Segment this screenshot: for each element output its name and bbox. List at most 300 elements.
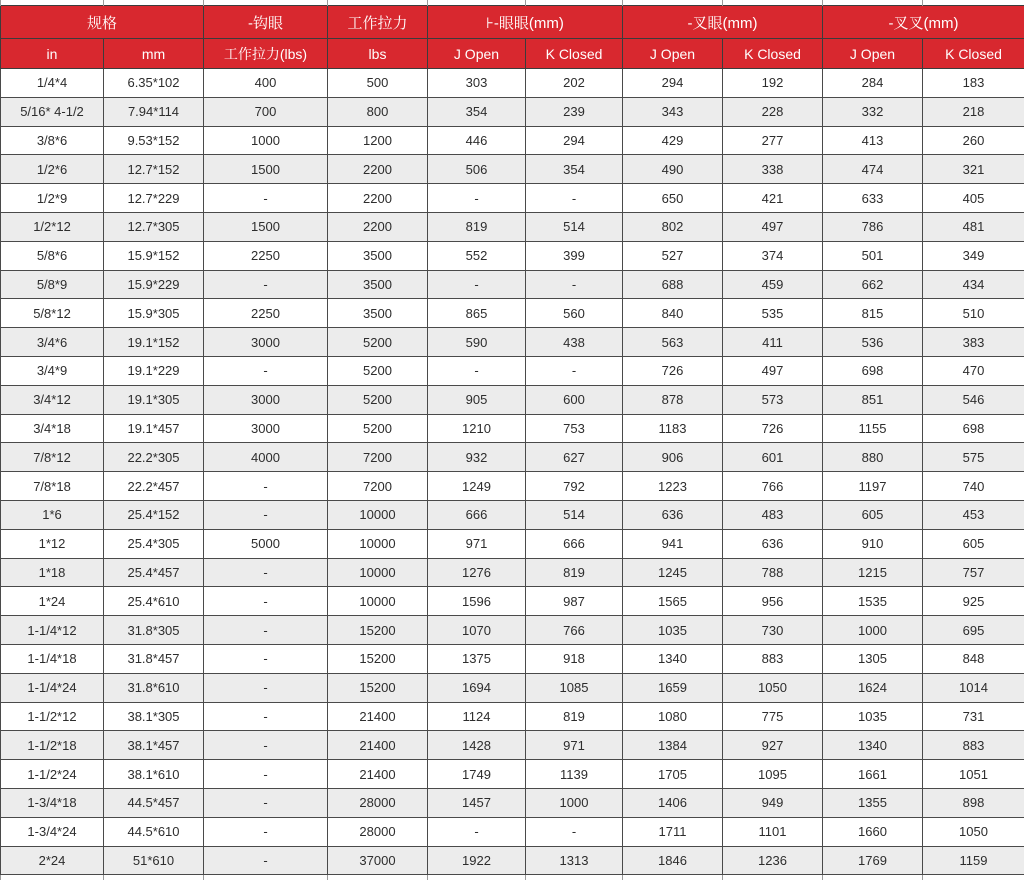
table-cell: 239 — [526, 97, 623, 126]
table-cell: 636 — [623, 500, 723, 529]
table-cell: 1000 — [204, 126, 328, 155]
table-cell: 802 — [623, 212, 723, 241]
table-cell: 627 — [526, 443, 623, 472]
header-sub-row — [1, 39, 1024, 69]
table-cell: 766 — [526, 616, 623, 645]
table-cell: 1014 — [923, 673, 1024, 702]
subheader-j-open-2: J Open — [623, 39, 723, 69]
table-cell: 880 — [823, 443, 923, 472]
table-cell: 1*24 — [1, 587, 104, 616]
table-row — [1, 731, 1024, 760]
table-cell: 6.35*102 — [104, 69, 204, 98]
table-cell: 7200 — [328, 443, 428, 472]
table-row — [1, 97, 1024, 126]
table-cell: 1596 — [428, 587, 526, 616]
table-cell: 700 — [204, 97, 328, 126]
table-cell: 1276 — [428, 558, 526, 587]
table-cell: - — [526, 817, 623, 846]
table-cell: 1624 — [823, 673, 923, 702]
table-cell: 21400 — [328, 760, 428, 789]
table-cell: 31.8*457 — [104, 644, 204, 673]
table-cell: 605 — [923, 529, 1024, 558]
table-cell: 2200 — [328, 155, 428, 184]
table-cell: 497 — [723, 356, 823, 385]
table-cell: - — [204, 472, 328, 501]
table-cell: 757 — [923, 558, 1024, 587]
table-cell: 3500 — [328, 241, 428, 270]
table-cell: 400 — [204, 69, 328, 98]
table-cell: 1215 — [823, 558, 923, 587]
table-cell: 12.7*305 — [104, 212, 204, 241]
table-cell: 10000 — [328, 587, 428, 616]
table-cell: - — [204, 587, 328, 616]
table-cell: 277 — [723, 126, 823, 155]
subheader-k-closed-1: K Closed — [526, 39, 623, 69]
table-cell: 1-1/2*18 — [1, 731, 104, 760]
table-cell: 15200 — [328, 644, 428, 673]
table-cell: 399 — [526, 241, 623, 270]
table-cell: 411 — [723, 328, 823, 357]
table-cell: 28000 — [328, 788, 428, 817]
table-cell: 1050 — [923, 817, 1024, 846]
table-cell: 5/8*6 — [1, 241, 104, 270]
table-cell: 483 — [723, 500, 823, 529]
table-cell: 1340 — [623, 644, 723, 673]
table-cell: 731 — [923, 702, 1024, 731]
table-cell: 501 — [823, 241, 923, 270]
table-cell: 848 — [923, 644, 1024, 673]
table-cell: 1000 — [526, 788, 623, 817]
table-cell: 434 — [923, 270, 1024, 299]
subheader-j-open-3: J Open — [823, 39, 923, 69]
subheader-working-load-lbs: 工作拉力(lbs) — [204, 39, 328, 69]
table-cell: 332 — [823, 97, 923, 126]
subheader-k-closed-2: K Closed — [723, 39, 823, 69]
table-cell: 338 — [723, 155, 823, 184]
table-cell: 9.53*152 — [104, 126, 204, 155]
table-cell: 228 — [723, 97, 823, 126]
table-cell: 5/16* 4-1/2 — [1, 97, 104, 126]
table-cell: 354 — [428, 97, 526, 126]
table-cell: 405 — [923, 184, 1024, 213]
table-row — [1, 414, 1024, 443]
table-cell: 730 — [723, 616, 823, 645]
table-cell: 19.1*305 — [104, 385, 204, 414]
table-cell: 1249 — [428, 472, 526, 501]
table-row — [1, 500, 1024, 529]
table-cell: 819 — [526, 558, 623, 587]
table-cell: 2*24 — [1, 846, 104, 875]
table-cell: 383 — [923, 328, 1024, 357]
subheader-k-closed-3: K Closed — [923, 39, 1024, 69]
table-cell: 1050 — [723, 673, 823, 702]
table-cell: 546 — [923, 385, 1024, 414]
table-cell: 536 — [823, 328, 923, 357]
table-cell: - — [526, 270, 623, 299]
table-cell: 987 — [526, 587, 623, 616]
table-cell: 1-1/2*12 — [1, 702, 104, 731]
table-cell: 698 — [923, 414, 1024, 443]
table-cell: 5200 — [328, 328, 428, 357]
table-cell: - — [428, 184, 526, 213]
table-cell: 956 — [723, 587, 823, 616]
table-cell: 1223 — [623, 472, 723, 501]
table-cell: 22.2*305 — [104, 443, 204, 472]
table-cell: 601 — [723, 443, 823, 472]
table-row — [1, 356, 1024, 385]
table-cell: 1197 — [823, 472, 923, 501]
table-cell: 932 — [428, 443, 526, 472]
table-cell: 3000 — [204, 414, 328, 443]
table-cell: 971 — [526, 731, 623, 760]
table-cell: - — [204, 846, 328, 875]
table-cell: 535 — [723, 299, 823, 328]
table-cell: 481 — [923, 212, 1024, 241]
table-cell: 510 — [923, 299, 1024, 328]
table-cell: 51*610 — [104, 846, 204, 875]
table-cell: 775 — [723, 702, 823, 731]
table-cell: 37000 — [328, 846, 428, 875]
table-cell: 303 — [428, 69, 526, 98]
subheader-mm: mm — [104, 39, 204, 69]
table-cell: - — [204, 644, 328, 673]
table-cell: 5/8*9 — [1, 270, 104, 299]
table-cell: 453 — [923, 500, 1024, 529]
header-hook-eye: -钩眼 — [204, 6, 328, 39]
table-cell: 21400 — [328, 731, 428, 760]
table-cell: 2200 — [328, 212, 428, 241]
table-cell: 3/4*12 — [1, 385, 104, 414]
table-cell: 1200 — [328, 126, 428, 155]
table-cell: 600 — [526, 385, 623, 414]
table-cell: 446 — [428, 126, 526, 155]
table-cell: 1*12 — [1, 529, 104, 558]
table-row — [1, 328, 1024, 357]
table-cell: 819 — [428, 212, 526, 241]
table-cell: 1375 — [428, 644, 526, 673]
table-cell: 1535 — [823, 587, 923, 616]
table-cell: 7/8*18 — [1, 472, 104, 501]
table-cell: 1000 — [823, 616, 923, 645]
table-cell: 788 — [723, 558, 823, 587]
table-row — [1, 212, 1024, 241]
table-cell: 910 — [823, 529, 923, 558]
table-cell: 413 — [823, 126, 923, 155]
table-cell: 3500 — [328, 299, 428, 328]
table-cell: 3000 — [204, 385, 328, 414]
table-cell: - — [204, 817, 328, 846]
table-cell: 1124 — [428, 702, 526, 731]
table-cell: 10000 — [328, 558, 428, 587]
table-cell: 15.9*229 — [104, 270, 204, 299]
table-cell: 1313 — [526, 846, 623, 875]
table-row — [1, 155, 1024, 184]
table-cell: 1101 — [723, 817, 823, 846]
table-cell: 1565 — [623, 587, 723, 616]
table-cell: 898 — [923, 788, 1024, 817]
table-row — [1, 587, 1024, 616]
table-cell: 1245 — [623, 558, 723, 587]
table-cell: 354 — [526, 155, 623, 184]
table-cell: 792 — [526, 472, 623, 501]
table-cell: 38.1*610 — [104, 760, 204, 789]
table-cell: 38.1*457 — [104, 731, 204, 760]
table-cell: - — [204, 673, 328, 702]
table-cell: 21400 — [328, 702, 428, 731]
table-cell: 1769 — [823, 846, 923, 875]
table-cell: 1-3/4*24 — [1, 817, 104, 846]
table-cell: 19.1*457 — [104, 414, 204, 443]
table-cell: 698 — [823, 356, 923, 385]
table-cell: 1694 — [428, 673, 526, 702]
table-cell: 459 — [723, 270, 823, 299]
table-cell: 726 — [623, 356, 723, 385]
table-cell: 1340 — [823, 731, 923, 760]
table-row — [1, 644, 1024, 673]
table-row — [1, 184, 1024, 213]
table-cell: 474 — [823, 155, 923, 184]
table-cell: 294 — [526, 126, 623, 155]
table-cell: - — [204, 270, 328, 299]
table-cell: 666 — [428, 500, 526, 529]
table-cell: 31.8*610 — [104, 673, 204, 702]
table-cell: 44.5*457 — [104, 788, 204, 817]
table-cell: 573 — [723, 385, 823, 414]
subheader-lbs: lbs — [328, 39, 428, 69]
table-cell: 1428 — [428, 731, 526, 760]
table-cell: 1/2*9 — [1, 184, 104, 213]
table-cell: 1-1/4*12 — [1, 616, 104, 645]
table-cell: 15200 — [328, 616, 428, 645]
table-cell: 971 — [428, 529, 526, 558]
table-cell: 2250 — [204, 241, 328, 270]
table-cell: 25.4*457 — [104, 558, 204, 587]
table-cell: 15.9*305 — [104, 299, 204, 328]
table-cell: 851 — [823, 385, 923, 414]
table-cell: - — [204, 500, 328, 529]
table-cell: 1-3/4*18 — [1, 788, 104, 817]
table-cell: 1406 — [623, 788, 723, 817]
table-cell: 1660 — [823, 817, 923, 846]
table-row — [1, 817, 1024, 846]
table-cell: 202 — [526, 69, 623, 98]
table-cell: 786 — [823, 212, 923, 241]
table-cell: - — [526, 356, 623, 385]
table-cell: 815 — [823, 299, 923, 328]
table-cell: 2250 — [204, 299, 328, 328]
table-cell: - — [204, 184, 328, 213]
cropped-bottom-row — [1, 875, 1024, 881]
table-row — [1, 443, 1024, 472]
table-cell: 25.4*305 — [104, 529, 204, 558]
table-row — [1, 558, 1024, 587]
header-working-load: 工作拉力 — [328, 6, 428, 39]
table-cell: 12.7*152 — [104, 155, 204, 184]
table-cell: 3/8*6 — [1, 126, 104, 155]
table-cell: 1457 — [428, 788, 526, 817]
table-cell: 1711 — [623, 817, 723, 846]
header-group-row — [1, 6, 1024, 39]
table-cell: 2200 — [328, 184, 428, 213]
table-cell: - — [526, 184, 623, 213]
subheader-j-open-1: J Open — [428, 39, 526, 69]
table-row — [1, 241, 1024, 270]
table-row — [1, 299, 1024, 328]
table-cell: 1183 — [623, 414, 723, 443]
table-cell: 1159 — [923, 846, 1024, 875]
table-row — [1, 529, 1024, 558]
table-cell: 294 — [623, 69, 723, 98]
header-jaw-jaw: -叉叉(mm) — [823, 6, 1024, 39]
table-cell: 343 — [623, 97, 723, 126]
table-row — [1, 760, 1024, 789]
table-cell: - — [204, 760, 328, 789]
table-cell: 905 — [428, 385, 526, 414]
table-cell: 1-1/4*18 — [1, 644, 104, 673]
table-cell: 819 — [526, 702, 623, 731]
table-cell: 753 — [526, 414, 623, 443]
table-cell: 490 — [623, 155, 723, 184]
table-cell: 560 — [526, 299, 623, 328]
table-cell: 5/8*12 — [1, 299, 104, 328]
table-cell: 374 — [723, 241, 823, 270]
table-row — [1, 385, 1024, 414]
table-cell: 878 — [623, 385, 723, 414]
table-cell: 941 — [623, 529, 723, 558]
table-cell: 5200 — [328, 385, 428, 414]
table-cell: 5000 — [204, 529, 328, 558]
table-cell: 1155 — [823, 414, 923, 443]
table-cell: 321 — [923, 155, 1024, 184]
table-cell: 500 — [328, 69, 428, 98]
table-cell: 1/2*12 — [1, 212, 104, 241]
table-cell: 15.9*152 — [104, 241, 204, 270]
table-cell: 1922 — [428, 846, 526, 875]
table-cell: 3/4*6 — [1, 328, 104, 357]
table-cell: 38.1*305 — [104, 702, 204, 731]
table-cell: 800 — [328, 97, 428, 126]
table-cell: 1661 — [823, 760, 923, 789]
table-cell: 527 — [623, 241, 723, 270]
table-cell: 192 — [723, 69, 823, 98]
table-cell: 1070 — [428, 616, 526, 645]
table-cell: 636 — [723, 529, 823, 558]
table-cell: 3000 — [204, 328, 328, 357]
table-cell: 3/4*9 — [1, 356, 104, 385]
table-cell: 284 — [823, 69, 923, 98]
table-cell: - — [204, 616, 328, 645]
table-row — [1, 673, 1024, 702]
table-cell: 25.4*610 — [104, 587, 204, 616]
table-cell: 438 — [526, 328, 623, 357]
table-cell: - — [204, 356, 328, 385]
table-cell: - — [204, 731, 328, 760]
table-cell: 1705 — [623, 760, 723, 789]
table-cell: 3500 — [328, 270, 428, 299]
table-cell: 421 — [723, 184, 823, 213]
table-cell: 10000 — [328, 529, 428, 558]
table-cell: 1139 — [526, 760, 623, 789]
table-cell: 1095 — [723, 760, 823, 789]
table-cell: 1500 — [204, 212, 328, 241]
table-cell: 1-1/4*24 — [1, 673, 104, 702]
table-cell: 650 — [623, 184, 723, 213]
table-cell: 666 — [526, 529, 623, 558]
table-cell: 22.2*457 — [104, 472, 204, 501]
table-cell: 633 — [823, 184, 923, 213]
table-row — [1, 616, 1024, 645]
table-row — [1, 788, 1024, 817]
table-cell: 1*6 — [1, 500, 104, 529]
table-cell: 927 — [723, 731, 823, 760]
table-cell: 883 — [723, 644, 823, 673]
table-cell: 1051 — [923, 760, 1024, 789]
table-cell: 7.94*114 — [104, 97, 204, 126]
header-spec: 规格 — [1, 6, 204, 39]
table-cell: 1085 — [526, 673, 623, 702]
table-cell: 563 — [623, 328, 723, 357]
table-cell: 5200 — [328, 356, 428, 385]
table-cell: 1/2*6 — [1, 155, 104, 184]
table-cell: - — [204, 558, 328, 587]
table-cell: 497 — [723, 212, 823, 241]
table-cell: - — [204, 702, 328, 731]
table-cell: 1/4*4 — [1, 69, 104, 98]
table-cell: 1*18 — [1, 558, 104, 587]
table-cell: 1080 — [623, 702, 723, 731]
table-cell: 662 — [823, 270, 923, 299]
table-cell: 349 — [923, 241, 1024, 270]
table-cell: 7200 — [328, 472, 428, 501]
table-cell: 1305 — [823, 644, 923, 673]
table-cell: 4000 — [204, 443, 328, 472]
table-cell: 883 — [923, 731, 1024, 760]
table-cell: 10000 — [328, 500, 428, 529]
table-cell: 15200 — [328, 673, 428, 702]
header-eye-eye: ⊦-眼眼(mm) — [428, 6, 623, 39]
table-cell: 1035 — [623, 616, 723, 645]
table-cell: 865 — [428, 299, 526, 328]
table-row — [1, 69, 1024, 98]
table-cell: 695 — [923, 616, 1024, 645]
table-cell: 514 — [526, 212, 623, 241]
table-cell: - — [428, 356, 526, 385]
table-cell: 1846 — [623, 846, 723, 875]
table-cell: 7/8*12 — [1, 443, 104, 472]
table-cell: 1500 — [204, 155, 328, 184]
table-cell: 19.1*152 — [104, 328, 204, 357]
table-cell: 429 — [623, 126, 723, 155]
table-cell: 575 — [923, 443, 1024, 472]
table-cell: 590 — [428, 328, 526, 357]
table-cell: 1236 — [723, 846, 823, 875]
table-cell: 260 — [923, 126, 1024, 155]
table-cell: 514 — [526, 500, 623, 529]
table-cell: 1-1/2*24 — [1, 760, 104, 789]
table-cell: 1659 — [623, 673, 723, 702]
table-cell: 552 — [428, 241, 526, 270]
table-cell: 1355 — [823, 788, 923, 817]
table-cell: 925 — [923, 587, 1024, 616]
table-cell: 605 — [823, 500, 923, 529]
table-row — [1, 702, 1024, 731]
table-cell: 5200 — [328, 414, 428, 443]
table-row — [1, 846, 1024, 875]
header-jaw-eye: -叉眼(mm) — [623, 6, 823, 39]
table-cell: 44.5*610 — [104, 817, 204, 846]
table-cell: - — [428, 817, 526, 846]
table-row — [1, 126, 1024, 155]
